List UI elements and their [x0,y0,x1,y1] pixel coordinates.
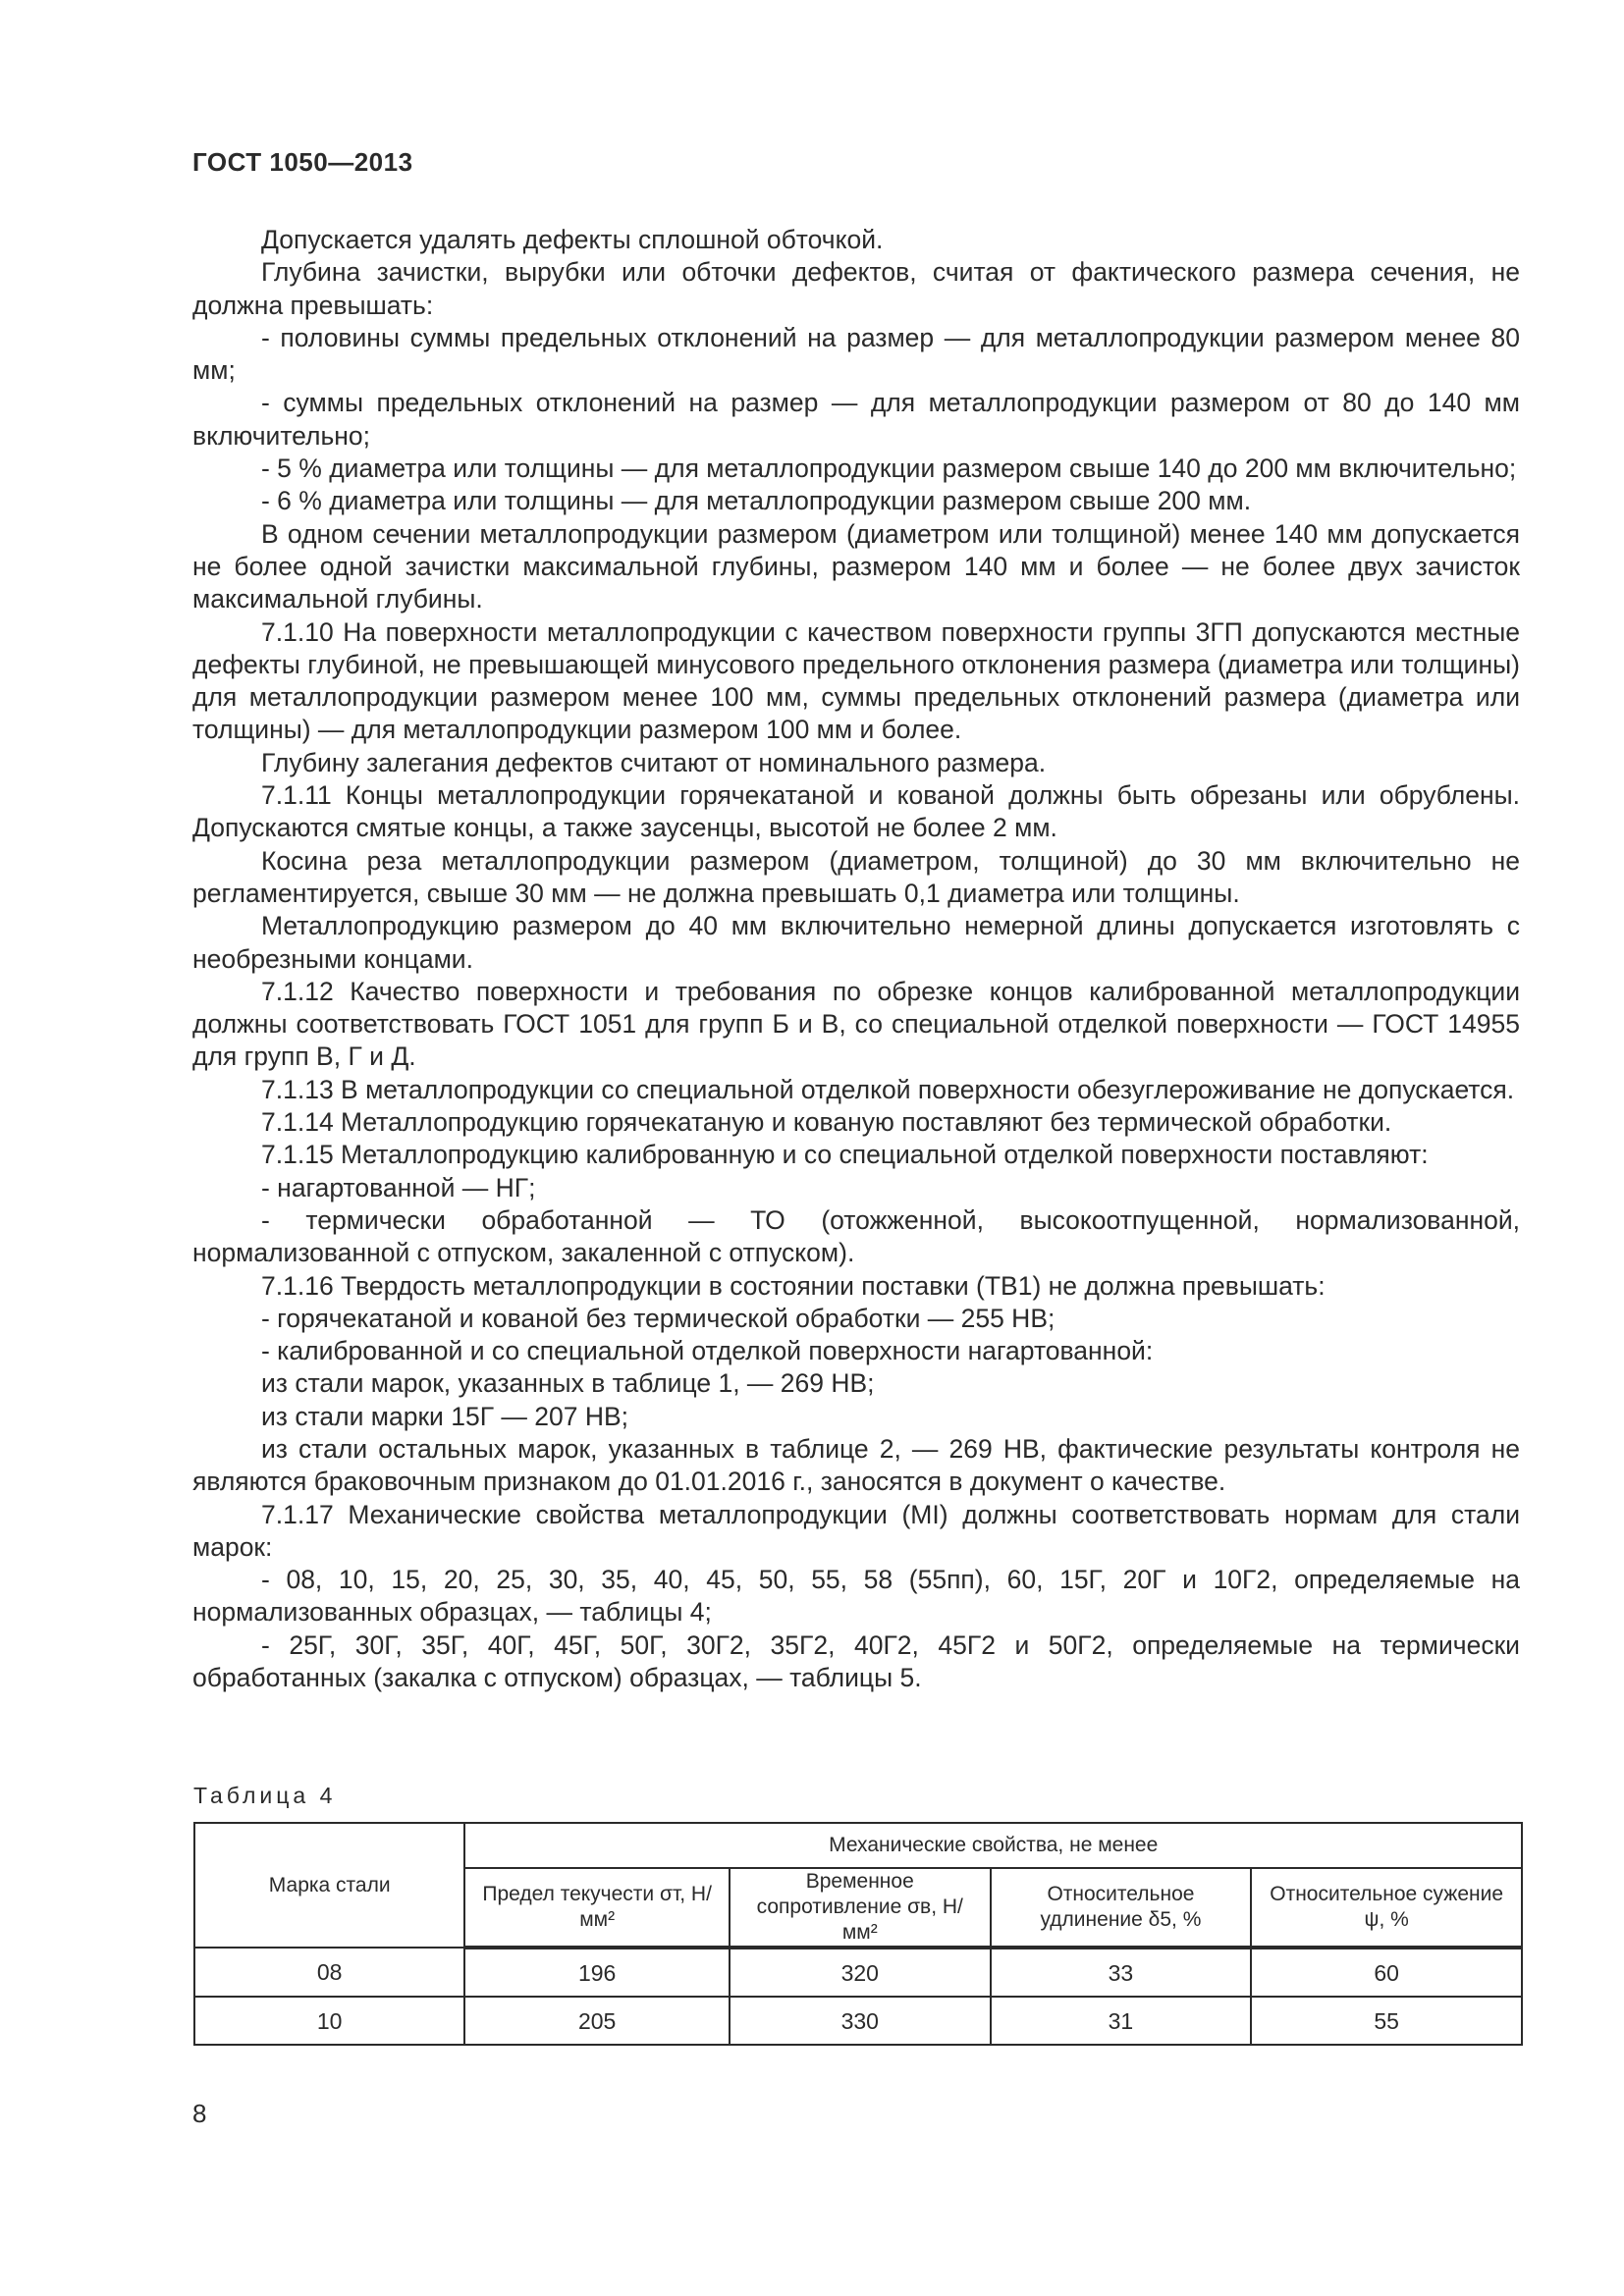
paragraph: - 25Г, 30Г, 35Г, 40Г, 45Г, 50Г, 30Г2, 35Г2, 40Г2, 45Г2 и 50Г2, определяемые на термически обработанных (закалка с отпуском) образцах, — таблицы 5. [192,1629,1520,1693]
table-row [194,1997,1522,2045]
column-header-yield-strength: Предел текучести σт, Н/мм² [464,1868,730,1948]
paragraph: - суммы предельных отклонений на размер — для металлопродукции размером от 80 до 140 мм включительно; [192,388,1520,451]
paragraph: 7.1.14 Металлопродукцию горячекатаную и кованую поставляют без термической обработки. [261,1107,1392,1138]
paragraph: В одном сечении металлопродукции размером (диаметром или толщиной) менее 140 мм допускается не более одной зачистки максимальной глубины, размером 140 мм и более — не более двух зачисток максимальной глубины. [192,518,1520,614]
table-cell: 31 [991,1997,1252,2045]
paragraph: - половины суммы предельных отклонений на размер — для металлопродукции размером менее 80 мм; [192,322,1520,386]
table-cell: 320 [730,1948,991,1997]
table-cell: 60 [1251,1948,1522,1997]
paragraph: - 08, 10, 15, 20, 25, 30, 35, 40, 45, 50, 55, 58 (55пп), 60, 15Г, 20Г и 10Г2, определяемые на нормализованных образцах, — таблицы 4; [192,1565,1520,1628]
table-cell: 330 [730,1997,991,2045]
paragraph: 7.1.16 Твердость металлопродукции в состоянии поставки (ТВ1) не должна превышать: [261,1270,1326,1301]
table-cell: 55 [1251,1997,1522,2045]
column-header-elongation: Относительное удлинение δ5, % [991,1868,1252,1948]
page-number: 8 [192,2099,207,2128]
table-cell: 196 [464,1948,730,1997]
table-4 [193,1822,1523,2046]
paragraph: 7.1.11 Концы металлопродукции горячекатаной и кованой должны быть обрезаны или обрублены. Допускаются смятые концы, а также заусенцы, высотой не более 2 мм. [192,780,1520,843]
table-caption: Таблица 4 [193,1783,337,1808]
paragraph: Допускается удалять дефекты сплошной обточкой. [261,225,884,254]
paragraph: Глубину залегания дефектов считают от номинального размера. [261,747,1047,777]
column-header-reduction-of-area: Относительное сужение ψ, % [1251,1868,1522,1948]
paragraph: - калиброванной и со специальной отделкой поверхности нагартованной: [261,1336,1154,1366]
group-header-mechanical-properties: Механические свойства, не менее [464,1823,1522,1868]
paragraph: 7.1.13 В металлопродукции со специальной отделкой поверхности обезуглероживание не допускается. [261,1074,1515,1104]
paragraph: 7.1.10 На поверхности металлопродукции с качеством поверхности группы 3ГП допускаются местные дефекты глубиной, не превышающей минусового предельного отклонения размера (диаметра или толщины) для металлопродукции размером менее 100 мм, суммы предельных отклонений размера (диаметра или толщины) — для металлопродукции размером 100 мм и более. [192,616,1520,745]
document-header: ГОСТ 1050—2013 [192,147,413,177]
paragraph: Глубина зачистки, вырубки или обточки дефектов, считая от фактического размера сечения, не должна превышать: [192,257,1520,320]
column-header-steel-grade: Марка стали [194,1823,464,1948]
paragraph: - термически обработанной — ТО (отожженной, высокоотпущенной, нормализованной, нормализованной с отпуском, закаленной с отпуском). [192,1204,1520,1268]
table-cell: 33 [991,1948,1252,1997]
paragraph: из стали марки 15Г — 207 НВ; [261,1401,629,1431]
paragraph: - горячекатаной и кованой без термической обработки — 255 НВ; [261,1303,1056,1333]
table-row [194,1948,1522,1997]
paragraph: Металлопродукцию размером до 40 мм включительно немерной длины допускается изготовлять с необрезными концами. [192,911,1520,974]
column-header-tensile-strength: Временное сопротивление σв, Н/мм² [730,1868,991,1948]
paragraph: - нагартованной — НГ; [261,1172,536,1202]
table-cell: 08 [194,1948,464,1997]
paragraph: 7.1.17 Механические свойства металлопродукции (МІ) должны соответствовать нормам для стали марок: [192,1499,1520,1562]
paragraph: Косина реза металлопродукции размером (диаметром, толщиной) до 30 мм включительно не регламентируется, свыше 30 мм — не должна превышать 0,1 диаметра или толщины. [192,845,1520,908]
paragraph: - 6 % диаметра или толщины — для металлопродукции размером свыше 200 мм. [261,486,1252,516]
paragraph: из стали марок, указанных в таблице 1, — 269 НВ; [261,1368,875,1399]
paragraph: 7.1.15 Металлопродукцию калиброванную и со специальной отделкой поверхности поставляют: [261,1140,1429,1170]
table-cell: 10 [194,1997,464,2045]
paragraph: 7.1.12 Качество поверхности и требования по обрезке концов калиброванной металлопродукции должны соответствовать ГОСТ 1051 для групп Б и В, со специальной отделкой поверхности — ГОСТ 14955 для групп В, Г и Д. [192,976,1520,1072]
table-cell: 205 [464,1997,730,2045]
body-text [192,224,1520,1694]
paragraph: из стали остальных марок, указанных в таблице 2, — 269 НВ, фактические результаты контроля не являются браковочным признаком до 01.01.2016 г., заносятся в документ о качестве. [192,1433,1520,1497]
paragraph: - 5 % диаметра или толщины — для металлопродукции размером свыше 140 до 200 мм включительно; [261,454,1517,484]
